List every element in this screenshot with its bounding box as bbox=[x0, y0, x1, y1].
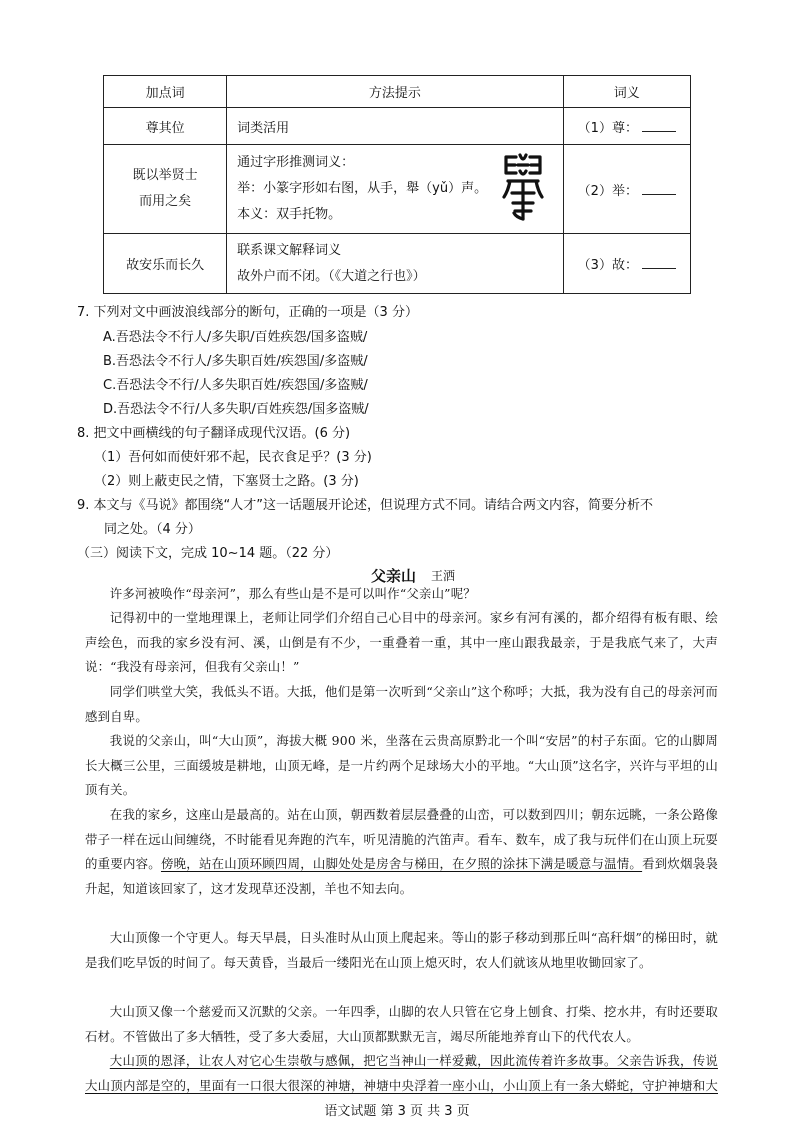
row2-word-line2: 而用之矣 bbox=[139, 194, 192, 209]
row3-meaning bbox=[563, 234, 690, 294]
row2-hint-line3: 本义：双手托物。 bbox=[237, 207, 342, 222]
row1-word: 尊其位 bbox=[104, 108, 227, 145]
paragraph-1: 许多河被唤作“母亲河”，那么有些山是不是可以叫作“父亲山”呢？ bbox=[109, 586, 476, 601]
table-row bbox=[104, 234, 691, 294]
answer-blank[interactable] bbox=[642, 182, 676, 195]
q7-option-b[interactable]: B.吾恐法令不行人/多失职百姓/疾怨国/多盗贼/ bbox=[103, 354, 368, 369]
q7-option-c[interactable]: C.吾恐法令不行/人多失职百姓/疾怨国/多盗贼/ bbox=[103, 378, 368, 393]
question-9-line2: 同之处。（4 分） bbox=[104, 522, 201, 537]
paragraph-8 bbox=[85, 1049, 718, 1099]
section-3-heading: （三）阅读下文，完成 10~14 题。（22 分） bbox=[77, 546, 339, 561]
row3-hint bbox=[227, 234, 563, 294]
q7-option-d[interactable]: D.吾恐法令不行/人多失职/百姓疾怨/国多盗贼/ bbox=[103, 402, 369, 417]
q8-item-2: （2）则上蔽吏民之情，下塞贤士之路。(3 分) bbox=[94, 474, 359, 489]
article-title: 父亲山 bbox=[371, 567, 417, 585]
header-word: 加点词 bbox=[104, 76, 227, 108]
header-hint: 方法提示 bbox=[227, 76, 563, 108]
page-footer: 语文试题 第 3 页 共 3 页 bbox=[324, 1104, 470, 1119]
header-meaning: 词义 bbox=[563, 76, 690, 108]
row3-hint-line1: 联系课文解释词义 bbox=[237, 242, 342, 258]
question-9-line1: 9. 本文与《马说》都围绕“人才”这一话题展开论述，但说理方式不同。请结合两文内容，简要分析不 bbox=[77, 498, 654, 513]
paragraph-5-underlined: 傍晚，站在山顶环顾四周，山脚处处是房舍与梯田，在夕照的涂抹下满是暖意与温情。 bbox=[160, 856, 643, 872]
seal-script-ju-icon bbox=[498, 151, 548, 221]
row1-meaning bbox=[563, 108, 690, 145]
table-row bbox=[104, 145, 691, 234]
vocab-table bbox=[103, 75, 691, 294]
answer-blank[interactable] bbox=[642, 256, 676, 269]
row1-hint: 词类活用 bbox=[227, 108, 563, 145]
table-row bbox=[104, 108, 691, 145]
paragraph-6: 大山顶像一个守更人。每天早晨，日头准时从山顶上爬起来。等山的影子移动到那丘叫“高秆烟”的梯田时，就是我们吃早饭的时间了。每天黄昏，当最后一缕阳光在山顶上熄灭时，农人们就该从地里收锄回家了。 bbox=[85, 930, 718, 970]
paragraph-7: 大山顶又像一个慈爱而又沉默的父亲。一年四季，山脚的农人只管在它身上刨食、打柴、挖水井，有时还要取石材。不管做出了多大牺牲，受了多大委屈，大山顶都默默无言，竭尽所能地养育山下的代代农人。 bbox=[85, 1004, 718, 1044]
article-author: 王洒 bbox=[431, 569, 456, 583]
paragraph-5 bbox=[85, 803, 718, 901]
paragraph-8-text: 大山顶的恩泽，让农人对它心生崇敬与感佩，把它当神山一样爱戴，因此流传着许多故事。父亲告诉我，传说大山顶内部是空的，里面有一口很大很深的神塘，神塘中央浮着一座小山，小山顶上有一条大蟒蛇，守护神塘和大 bbox=[85, 1053, 718, 1093]
question-8-stem: 8. 把文中画横线的句子翻译成现代汉语。(6 分) bbox=[77, 426, 351, 441]
row3-hint-line2: 故外户而不闭。（《大道之行也》） bbox=[237, 268, 426, 284]
table-header-row bbox=[104, 76, 691, 108]
paragraph-3: 同学们哄堂大笑，我低头不语。大抵，他们是第一次听到“父亲山”这个称呼；大抵，我为没有自己的母亲河而感到自卑。 bbox=[85, 684, 718, 724]
meaning-label: （1）尊： bbox=[577, 120, 638, 136]
q7-option-a[interactable]: A.吾恐法令不行人/多失职/百姓疾怨/国多盗贼/ bbox=[103, 330, 368, 345]
row2-hint-line2: 举：小篆字形如右图，从手，舉（yǔ）声。 bbox=[237, 181, 488, 196]
row3-word: 故安乐而长久 bbox=[104, 234, 227, 294]
row2-word-line1: 既以举贤士 bbox=[132, 168, 198, 183]
paragraph-5-part-c: 看到炊烟袅袅升起，知道该回家了，这才发现草还没割，羊也不知去向。 bbox=[85, 856, 718, 896]
answer-blank[interactable] bbox=[642, 119, 676, 132]
meaning-label: （3）故： bbox=[577, 258, 638, 273]
paragraph-4: 我说的父亲山，叫“大山顶”，海拔大概 900 米，坐落在云贵高原黔北一个叫“安居”的村子东面。它的山脚周长大概三公里，三面缓坡是耕地，山顶无峰，是一片约两个足球场大小的平地。“大山顶”这名字，兴许与平坦的山顶有关。 bbox=[85, 733, 718, 798]
row2-meaning bbox=[563, 145, 690, 234]
row2-word bbox=[104, 145, 227, 234]
row2-hint-line1: 通过字形推测词义： bbox=[237, 155, 355, 170]
question-7-stem: 7. 下列对文中画波浪线部分的断句，正确的一项是（3 分） bbox=[77, 305, 418, 320]
paragraph-5-part-a: 在我的家乡，这座山是最高的。站在山顶，朝西数着层层叠叠的山峦，可以数到四川；朝东远眺，一条公路像带子一样在远山间缠绕，不时能看见奔跑的汽车，听见清脆的汽笛声。看车、数车，成了我与玩伴们在山顶上玩耍的重要内容。 bbox=[85, 807, 718, 872]
paragraph-2: 记得初中的一堂地理课上，老师让同学们介绍自己心目中的母亲河。家乡有河有溪的，都介绍得有板有眼、绘声绘色，而我的家乡没有河、溪，山倒是有不少，一重叠着一重，其中一座山跟我最亲，于是我底气来了，大声说：“我没有母亲河，但我有父亲山！” bbox=[85, 610, 718, 675]
q8-item-1: （1）吾何如而使奸邪不起，民衣食足乎？(3 分) bbox=[94, 450, 372, 465]
meaning-label: （2）举： bbox=[577, 183, 638, 199]
